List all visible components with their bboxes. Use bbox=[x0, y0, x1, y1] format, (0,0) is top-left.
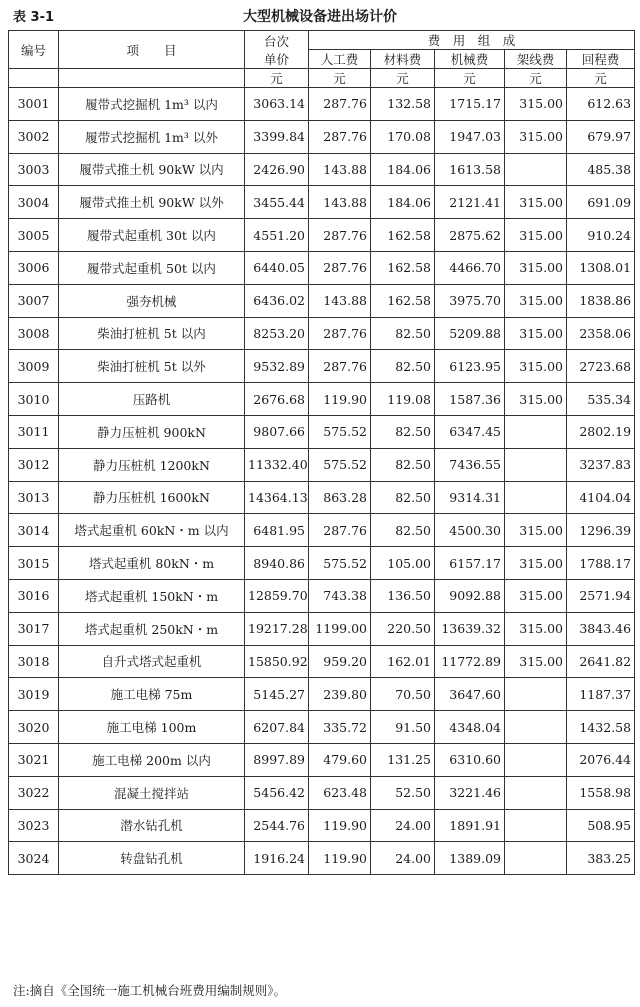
header-material: 材料费 bbox=[371, 50, 435, 69]
row-labor-cost: 119.90 bbox=[309, 383, 371, 416]
row-item-name: 施工电梯 75m bbox=[59, 678, 245, 711]
row-code: 3007 bbox=[9, 284, 59, 317]
row-unit-price: 1916.24 bbox=[245, 842, 309, 875]
header-unit-price-line1: 台次 bbox=[263, 33, 289, 49]
row-return-cost: 2076.44 bbox=[567, 743, 635, 776]
row-code: 3003 bbox=[9, 153, 59, 186]
row-code: 3019 bbox=[9, 678, 59, 711]
row-material-cost: 162.58 bbox=[371, 284, 435, 317]
row-material-cost: 162.58 bbox=[371, 251, 435, 284]
row-machine-cost: 1947.03 bbox=[435, 120, 505, 153]
row-machine-cost: 3221.46 bbox=[435, 776, 505, 809]
row-unit-price: 8997.89 bbox=[245, 743, 309, 776]
row-labor-cost: 119.90 bbox=[309, 842, 371, 875]
row-code: 3002 bbox=[9, 120, 59, 153]
row-material-cost: 170.08 bbox=[371, 120, 435, 153]
row-item-name: 履带式挖掘机 1m³ 以外 bbox=[59, 120, 245, 153]
row-code: 3008 bbox=[9, 317, 59, 350]
row-unit-price: 5145.27 bbox=[245, 678, 309, 711]
row-wiring-cost: 315.00 bbox=[505, 186, 567, 219]
row-material-cost: 136.50 bbox=[371, 579, 435, 612]
row-labor-cost: 575.52 bbox=[309, 547, 371, 580]
row-wiring-cost bbox=[505, 743, 567, 776]
row-code: 3021 bbox=[9, 743, 59, 776]
row-return-cost: 3843.46 bbox=[567, 612, 635, 645]
row-unit-price: 9807.66 bbox=[245, 415, 309, 448]
row-unit-price: 9532.89 bbox=[245, 350, 309, 383]
row-return-cost: 910.24 bbox=[567, 219, 635, 252]
table-row bbox=[9, 809, 635, 842]
row-item-name: 塔式起重机 250kN・m bbox=[59, 612, 245, 645]
unit-machine-yuan: 元 bbox=[435, 69, 505, 88]
unit-labor-yuan: 元 bbox=[309, 69, 371, 88]
row-item-name: 强夯机械 bbox=[59, 284, 245, 317]
row-item-name: 潜水钻孔机 bbox=[59, 809, 245, 842]
table-row bbox=[9, 579, 635, 612]
row-item-name: 塔式起重机 80kN・m bbox=[59, 547, 245, 580]
row-code: 3009 bbox=[9, 350, 59, 383]
row-unit-price: 14364.13 bbox=[245, 481, 309, 514]
table-row bbox=[9, 219, 635, 252]
row-material-cost: 184.06 bbox=[371, 153, 435, 186]
row-material-cost: 24.00 bbox=[371, 842, 435, 875]
row-material-cost: 105.00 bbox=[371, 547, 435, 580]
table-body bbox=[9, 88, 635, 875]
row-unit-price: 6207.84 bbox=[245, 711, 309, 744]
row-return-cost: 485.38 bbox=[567, 153, 635, 186]
row-return-cost: 679.97 bbox=[567, 120, 635, 153]
row-material-cost: 119.08 bbox=[371, 383, 435, 416]
row-code: 3010 bbox=[9, 383, 59, 416]
row-item-name: 压路机 bbox=[59, 383, 245, 416]
unit-price-yuan: 元 bbox=[245, 69, 309, 88]
row-unit-price: 5456.42 bbox=[245, 776, 309, 809]
row-material-cost: 82.50 bbox=[371, 481, 435, 514]
row-material-cost: 162.58 bbox=[371, 219, 435, 252]
row-labor-cost: 119.90 bbox=[309, 809, 371, 842]
row-material-cost: 132.58 bbox=[371, 88, 435, 121]
row-machine-cost: 9314.31 bbox=[435, 481, 505, 514]
table-row bbox=[9, 743, 635, 776]
header-wiring: 架线费 bbox=[505, 50, 567, 69]
row-return-cost: 2802.19 bbox=[567, 415, 635, 448]
row-wiring-cost: 315.00 bbox=[505, 579, 567, 612]
row-machine-cost: 1389.09 bbox=[435, 842, 505, 875]
row-labor-cost: 287.76 bbox=[309, 514, 371, 547]
table-row bbox=[9, 186, 635, 219]
row-unit-price: 6436.02 bbox=[245, 284, 309, 317]
row-machine-cost: 2875.62 bbox=[435, 219, 505, 252]
row-labor-cost: 479.60 bbox=[309, 743, 371, 776]
table-row bbox=[9, 284, 635, 317]
row-material-cost: 82.50 bbox=[371, 317, 435, 350]
row-labor-cost: 143.88 bbox=[309, 153, 371, 186]
row-wiring-cost bbox=[505, 481, 567, 514]
unit-material-yuan: 元 bbox=[371, 69, 435, 88]
row-code: 3018 bbox=[9, 645, 59, 678]
row-wiring-cost: 315.00 bbox=[505, 219, 567, 252]
row-machine-cost: 9092.88 bbox=[435, 579, 505, 612]
row-unit-price: 6481.95 bbox=[245, 514, 309, 547]
row-machine-cost: 4348.04 bbox=[435, 711, 505, 744]
row-return-cost: 508.95 bbox=[567, 809, 635, 842]
row-wiring-cost bbox=[505, 415, 567, 448]
row-labor-cost: 143.88 bbox=[309, 186, 371, 219]
row-wiring-cost: 315.00 bbox=[505, 88, 567, 121]
table-row bbox=[9, 383, 635, 416]
row-item-name: 履带式挖掘机 1m³ 以内 bbox=[59, 88, 245, 121]
row-return-cost: 612.63 bbox=[567, 88, 635, 121]
row-item-name: 混凝土搅拌站 bbox=[59, 776, 245, 809]
table-row bbox=[9, 251, 635, 284]
row-unit-price: 2426.90 bbox=[245, 153, 309, 186]
row-labor-cost: 287.76 bbox=[309, 219, 371, 252]
row-wiring-cost: 315.00 bbox=[505, 284, 567, 317]
row-machine-cost: 6157.17 bbox=[435, 547, 505, 580]
row-material-cost: 82.50 bbox=[371, 514, 435, 547]
row-material-cost: 162.01 bbox=[371, 645, 435, 678]
row-material-cost: 82.50 bbox=[371, 415, 435, 448]
row-unit-price: 8940.86 bbox=[245, 547, 309, 580]
row-return-cost: 535.34 bbox=[567, 383, 635, 416]
row-labor-cost: 743.38 bbox=[309, 579, 371, 612]
row-code: 3023 bbox=[9, 809, 59, 842]
row-machine-cost: 11772.89 bbox=[435, 645, 505, 678]
row-labor-cost: 863.28 bbox=[309, 481, 371, 514]
header-unit-blank-code bbox=[9, 69, 59, 88]
table-row bbox=[9, 317, 635, 350]
table-row bbox=[9, 415, 635, 448]
row-wiring-cost bbox=[505, 809, 567, 842]
header-item: 项 目 bbox=[59, 31, 245, 69]
row-material-cost: 82.50 bbox=[371, 448, 435, 481]
table-row bbox=[9, 481, 635, 514]
table-row bbox=[9, 350, 635, 383]
table-row bbox=[9, 547, 635, 580]
row-labor-cost: 239.80 bbox=[309, 678, 371, 711]
table-number: 表 3-1 bbox=[13, 10, 55, 25]
cost-table bbox=[8, 30, 635, 875]
table-row bbox=[9, 120, 635, 153]
row-item-name: 塔式起重机 150kN・m bbox=[59, 579, 245, 612]
row-return-cost: 691.09 bbox=[567, 186, 635, 219]
row-unit-price: 19217.28 bbox=[245, 612, 309, 645]
row-material-cost: 91.50 bbox=[371, 711, 435, 744]
row-return-cost: 2723.68 bbox=[567, 350, 635, 383]
row-return-cost: 1308.01 bbox=[567, 251, 635, 284]
row-machine-cost: 1891.91 bbox=[435, 809, 505, 842]
row-item-name: 柴油打桩机 5t 以外 bbox=[59, 350, 245, 383]
row-machine-cost: 1715.17 bbox=[435, 88, 505, 121]
row-code: 3011 bbox=[9, 415, 59, 448]
row-machine-cost: 6347.45 bbox=[435, 415, 505, 448]
row-labor-cost: 335.72 bbox=[309, 711, 371, 744]
row-unit-price: 15850.92 bbox=[245, 645, 309, 678]
row-return-cost: 1838.86 bbox=[567, 284, 635, 317]
row-machine-cost: 13639.32 bbox=[435, 612, 505, 645]
table-row bbox=[9, 645, 635, 678]
row-machine-cost: 3975.70 bbox=[435, 284, 505, 317]
row-wiring-cost bbox=[505, 153, 567, 186]
row-machine-cost: 4500.30 bbox=[435, 514, 505, 547]
table-row bbox=[9, 448, 635, 481]
unit-wiring-yuan: 元 bbox=[505, 69, 567, 88]
row-code: 3016 bbox=[9, 579, 59, 612]
row-unit-price: 11332.40 bbox=[245, 448, 309, 481]
row-labor-cost: 1199.00 bbox=[309, 612, 371, 645]
row-material-cost: 52.50 bbox=[371, 776, 435, 809]
row-unit-price: 3063.14 bbox=[245, 88, 309, 121]
table-row bbox=[9, 711, 635, 744]
row-material-cost: 24.00 bbox=[371, 809, 435, 842]
row-wiring-cost: 315.00 bbox=[505, 612, 567, 645]
row-wiring-cost: 315.00 bbox=[505, 514, 567, 547]
row-return-cost: 1296.39 bbox=[567, 514, 635, 547]
row-material-cost: 220.50 bbox=[371, 612, 435, 645]
row-machine-cost: 3647.60 bbox=[435, 678, 505, 711]
row-wiring-cost bbox=[505, 678, 567, 711]
row-wiring-cost: 315.00 bbox=[505, 251, 567, 284]
row-code: 3024 bbox=[9, 842, 59, 875]
unit-return-yuan: 元 bbox=[567, 69, 635, 88]
header-unit-price-line2: 单价 bbox=[263, 51, 289, 67]
table-caption bbox=[0, 0, 640, 30]
row-return-cost: 3237.83 bbox=[567, 448, 635, 481]
row-wiring-cost bbox=[505, 448, 567, 481]
row-labor-cost: 959.20 bbox=[309, 645, 371, 678]
row-item-name: 静力压桩机 900kN bbox=[59, 415, 245, 448]
row-machine-cost: 6310.60 bbox=[435, 743, 505, 776]
row-machine-cost: 7436.55 bbox=[435, 448, 505, 481]
row-wiring-cost: 315.00 bbox=[505, 120, 567, 153]
row-return-cost: 1558.98 bbox=[567, 776, 635, 809]
row-wiring-cost: 315.00 bbox=[505, 547, 567, 580]
row-labor-cost: 623.48 bbox=[309, 776, 371, 809]
row-item-name: 履带式推土机 90kW 以内 bbox=[59, 153, 245, 186]
row-machine-cost: 1587.36 bbox=[435, 383, 505, 416]
row-wiring-cost: 315.00 bbox=[505, 350, 567, 383]
table-row bbox=[9, 678, 635, 711]
row-item-name: 静力压桩机 1200kN bbox=[59, 448, 245, 481]
row-wiring-cost: 315.00 bbox=[505, 645, 567, 678]
row-return-cost: 2571.94 bbox=[567, 579, 635, 612]
row-unit-price: 6440.05 bbox=[245, 251, 309, 284]
row-code: 3001 bbox=[9, 88, 59, 121]
row-unit-price: 4551.20 bbox=[245, 219, 309, 252]
row-machine-cost: 5209.88 bbox=[435, 317, 505, 350]
row-code: 3020 bbox=[9, 711, 59, 744]
row-labor-cost: 287.76 bbox=[309, 251, 371, 284]
row-labor-cost: 575.52 bbox=[309, 448, 371, 481]
row-labor-cost: 143.88 bbox=[309, 284, 371, 317]
row-item-name: 静力压桩机 1600kN bbox=[59, 481, 245, 514]
row-return-cost: 2358.06 bbox=[567, 317, 635, 350]
row-item-name: 转盘钻孔机 bbox=[59, 842, 245, 875]
row-code: 3015 bbox=[9, 547, 59, 580]
row-wiring-cost bbox=[505, 776, 567, 809]
row-material-cost: 70.50 bbox=[371, 678, 435, 711]
row-code: 3005 bbox=[9, 219, 59, 252]
row-item-name: 履带式推土机 90kW 以外 bbox=[59, 186, 245, 219]
header-return: 回程费 bbox=[567, 50, 635, 69]
header-machine: 机械费 bbox=[435, 50, 505, 69]
row-item-name: 施工电梯 100m bbox=[59, 711, 245, 744]
row-labor-cost: 575.52 bbox=[309, 415, 371, 448]
table-row bbox=[9, 153, 635, 186]
table-row bbox=[9, 88, 635, 121]
row-machine-cost: 2121.41 bbox=[435, 186, 505, 219]
row-wiring-cost bbox=[505, 842, 567, 875]
table-row bbox=[9, 842, 635, 875]
row-return-cost: 4104.04 bbox=[567, 481, 635, 514]
table-row bbox=[9, 776, 635, 809]
row-unit-price: 3399.84 bbox=[245, 120, 309, 153]
row-item-name: 自升式塔式起重机 bbox=[59, 645, 245, 678]
row-item-name: 柴油打桩机 5t 以内 bbox=[59, 317, 245, 350]
row-unit-price: 2544.76 bbox=[245, 809, 309, 842]
row-code: 3004 bbox=[9, 186, 59, 219]
row-return-cost: 1788.17 bbox=[567, 547, 635, 580]
header-unit-price bbox=[245, 31, 309, 69]
row-unit-price: 8253.20 bbox=[245, 317, 309, 350]
footnote: 注:摘自《全国统一施工机械台班费用编制规则》。 bbox=[13, 983, 286, 998]
row-item-name: 履带式起重机 50t 以内 bbox=[59, 251, 245, 284]
row-unit-price: 12859.70 bbox=[245, 579, 309, 612]
row-wiring-cost bbox=[505, 711, 567, 744]
row-labor-cost: 287.76 bbox=[309, 120, 371, 153]
row-code: 3022 bbox=[9, 776, 59, 809]
row-wiring-cost: 315.00 bbox=[505, 317, 567, 350]
row-item-name: 塔式起重机 60kN・m 以内 bbox=[59, 514, 245, 547]
row-code: 3012 bbox=[9, 448, 59, 481]
row-wiring-cost: 315.00 bbox=[505, 383, 567, 416]
row-return-cost: 1187.37 bbox=[567, 678, 635, 711]
header-unit-blank-item bbox=[59, 69, 245, 88]
row-code: 3014 bbox=[9, 514, 59, 547]
row-item-name: 履带式起重机 30t 以内 bbox=[59, 219, 245, 252]
row-material-cost: 131.25 bbox=[371, 743, 435, 776]
row-labor-cost: 287.76 bbox=[309, 88, 371, 121]
row-unit-price: 2676.68 bbox=[245, 383, 309, 416]
row-return-cost: 1432.58 bbox=[567, 711, 635, 744]
row-material-cost: 82.50 bbox=[371, 350, 435, 383]
row-code: 3006 bbox=[9, 251, 59, 284]
row-machine-cost: 4466.70 bbox=[435, 251, 505, 284]
row-return-cost: 2641.82 bbox=[567, 645, 635, 678]
header-labor: 人工费 bbox=[309, 50, 371, 69]
table-row bbox=[9, 612, 635, 645]
table-row bbox=[9, 514, 635, 547]
row-code: 3013 bbox=[9, 481, 59, 514]
row-item-name: 施工电梯 200m 以内 bbox=[59, 743, 245, 776]
row-labor-cost: 287.76 bbox=[309, 317, 371, 350]
row-unit-price: 3455.44 bbox=[245, 186, 309, 219]
header-cost-group: 费 用 组 成 bbox=[309, 31, 635, 50]
row-code: 3017 bbox=[9, 612, 59, 645]
row-labor-cost: 287.76 bbox=[309, 350, 371, 383]
table-title: 大型机械设备进出场计价 bbox=[243, 9, 397, 25]
header-code: 编号 bbox=[9, 31, 59, 69]
row-return-cost: 383.25 bbox=[567, 842, 635, 875]
row-machine-cost: 6123.95 bbox=[435, 350, 505, 383]
row-material-cost: 184.06 bbox=[371, 186, 435, 219]
row-machine-cost: 1613.58 bbox=[435, 153, 505, 186]
